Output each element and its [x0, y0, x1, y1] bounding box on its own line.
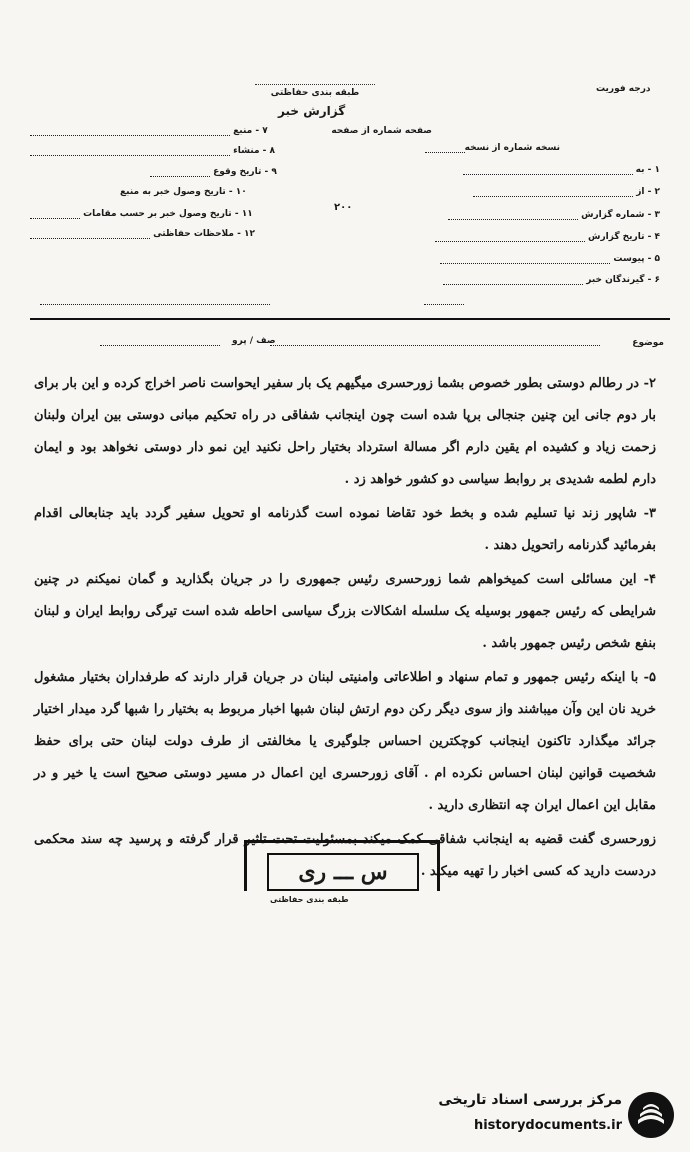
field-source: ۷ - منبع	[30, 126, 268, 136]
field-from: ۲ - از	[473, 187, 660, 197]
watermark-persian: مرکز بررسی اسناد تاریخی	[438, 1092, 622, 1108]
page-label: صف / پرو	[232, 336, 276, 346]
paragraph-5: زورحسری گفت قضیه به اینجانب شفاقی کمک میکند بمسئولیت تحت تاثیر قرار گرفته و پرسید چه سند محکمی دردست دارید که کسی اخبار را تهیه میکند .	[34, 832, 656, 879]
field-report-number: ۳ - شماره گزارش	[448, 210, 660, 220]
paragraph-4: ۵- با اینکه رئیس جمهور و تمام سنهاد و اطلاعاتی وامنیتی لبنان در جریان قرار دارند که طرفداران بختیار مشغول خرید نان این وآن میباشند واز سوی دیگر رکن دوم ارتش لبنان شبها اخبار مربوط به بختیار را شبها گرد میدار اختیار جرائد میگذارد تاکنون اینجانب کوچکترین احساس جلوگیری یا مخالفتی از طرف دولت لبنان حتی برای حفظ شخصیت قوانین لبنان احساس نکرده ام . آقای زورحسری این اعمال در مسیر دوستی صحیح است یا خیر و در مقابل این اعمال ایران چه انتظاری دارید .	[34, 670, 656, 813]
paragraph-2: ۳- شاپور زند نیا تسلیم شده و بخط خود تقاضا نموده است گذرنامه او تحویل سفیر گردد باید جنابعالی اقدام بفرمائید گذرنامه راتحویل دهند .	[34, 506, 656, 553]
stamp-text: س ـــ ری	[267, 853, 419, 891]
field-attachment: ۵ - پیوست	[440, 254, 660, 264]
watermark-english: historydocuments.ir	[473, 1118, 622, 1133]
classification-label: طبقه بندی حفاظتی	[270, 88, 360, 98]
mid-blank-line	[424, 295, 464, 305]
report-title: گزارش خبر	[278, 104, 346, 118]
classification-dots	[255, 76, 375, 85]
divider-rule	[30, 318, 670, 320]
field-report-date: ۴ - تاریخ گزارش	[435, 232, 660, 242]
field-occurrence-date: ۹ - تاریخ وقوع	[150, 167, 277, 177]
classification-stamp	[244, 840, 440, 891]
paragraph-3: ۴- این مسائلی است کمیخواهم شما زورحسری رئیس جمهوری را در جریان بگذارید و گمان نمیکنم در چنین شرایطی که رئیس جمهور بوسیله یک سلسله اشکالات بزرگ سیاسی احاطه شده است تیرگی روابط ایران و لبنان بنفع شخص رئیس جمهور باشد .	[34, 572, 656, 651]
field-to: ۱ - به	[463, 165, 660, 175]
field-page-number: صفحه شماره از صفحه	[331, 126, 432, 136]
stamp-caption: طبقه بندی حفاظتی	[270, 895, 349, 904]
field-origin: ۸ - منشاء	[30, 146, 275, 156]
field-security-notes: ۱۲ - ملاحظات حفاظتی	[30, 229, 255, 239]
page-label-blank	[100, 336, 220, 346]
watermark	[400, 1086, 680, 1146]
field-receipt-date-source: ۱۰ - تاریخ وصول خبر به منبع	[120, 187, 247, 197]
field-copy-number: نسخه شماره از نسخه	[425, 143, 560, 153]
classification-header	[255, 76, 375, 98]
book-emblem-icon	[626, 1090, 676, 1140]
left-blank-line	[40, 295, 270, 305]
paragraph-1: ۲- در رطالم دوستی بطور خصوص بشما زورحسری میگیهم یک بار سفیر ایحواست ناصر اخراج کرده و این بار برای بار دوم جانی این چنین جنجالی برپا شده است چون اینجانب شفاقی در راه تحکیم مبانی دوستی بین ایران ولبنان زحمت زیاد و کشیده ام یقین دارم اگر مسالة استرداد بختیار راحل نکنید این نمو دار دوستی نخواهد بود و ایمان دارم لطمه شدیدی بر روابط سیاسی دو کشور خواهد زد .	[34, 376, 656, 487]
field-receipt-date-authorities: ۱۱ - تاریخ وصول خبر بر حسب مقامات	[30, 209, 253, 219]
subject-blank	[270, 336, 600, 346]
report-body	[34, 368, 656, 890]
field-recipients: ۶ - گیرندگان خبر	[443, 275, 660, 285]
subject-label: موضوع	[632, 338, 664, 348]
priority-label: درجه فوریت	[596, 84, 651, 94]
center-number: ۲۰۰	[334, 202, 353, 213]
